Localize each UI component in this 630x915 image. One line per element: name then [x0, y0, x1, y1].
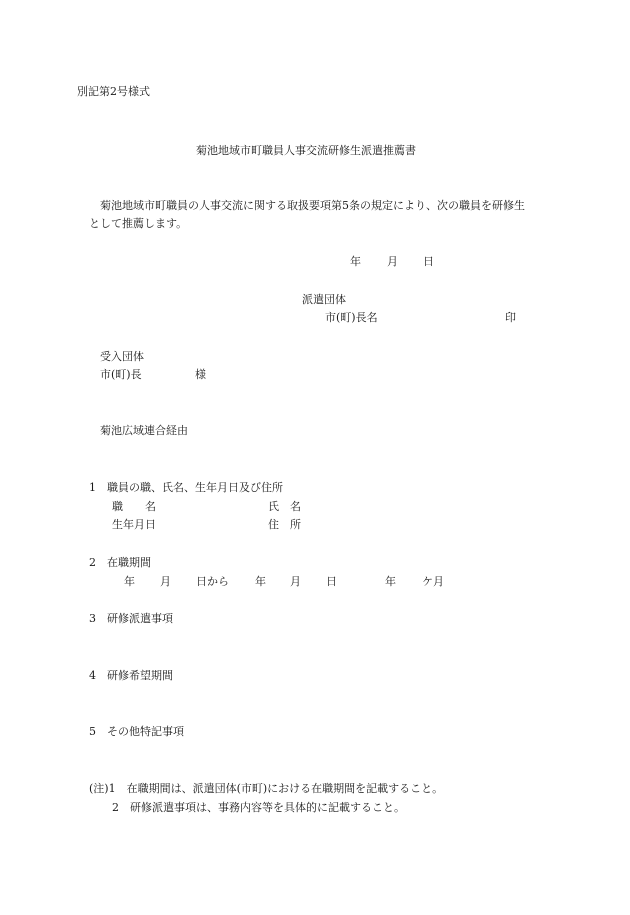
sender-org: 派遣団体: [302, 293, 346, 306]
item-2-heading: 2 在職期間: [89, 556, 151, 569]
body-text-line-2: として推薦します。: [89, 217, 188, 230]
item-4-heading: 4 研修希望期間: [89, 669, 173, 682]
period-from-month: 月: [160, 575, 171, 588]
birthdate-label: 生年月日: [112, 518, 156, 531]
period-from-year: 年: [124, 575, 135, 588]
date-year: 年: [350, 255, 361, 268]
address-label: 住 所: [268, 518, 301, 531]
seal-mark: 印: [505, 311, 516, 324]
date-day: 日: [423, 255, 434, 268]
position-label: 職 名: [112, 500, 156, 513]
duration-year: 年: [385, 575, 396, 588]
period-to-month: 月: [290, 575, 301, 588]
via-union: 菊池広域連合経由: [100, 424, 188, 437]
duration-month: ケ月: [422, 575, 444, 588]
date-month: 月: [387, 255, 398, 268]
period-to-day: 日: [326, 575, 337, 588]
item-3-heading: 3 研修派遣事項: [89, 612, 173, 625]
body-text-line-1: 菊池地域市町職員の人事交流に関する取扱要項第5条の規定により、次の職員を研修生: [100, 199, 525, 212]
item-5-heading: 5 その他特記事項: [89, 725, 184, 738]
note-2: 2 研修派遣事項は、事務内容等を具体的に記載すること。: [112, 801, 405, 814]
name-label: 氏 名: [268, 500, 301, 513]
sender-mayor-name: 市(町)長名: [325, 311, 378, 324]
note-1: (注)1 在職期間は、派遣団体(市町)における在職期間を記載すること。: [89, 782, 444, 795]
item-1-heading: 1 職員の職、氏名、生年月日及び住所: [89, 481, 283, 494]
period-to-year: 年: [255, 575, 266, 588]
recipient-mayor: 市(町)長: [100, 368, 142, 381]
period-from-day: 日から: [196, 575, 229, 588]
document-title: 菊池地域市町職員人事交流研修生派遣推薦書: [196, 144, 416, 157]
recipient-honorific: 様: [195, 368, 206, 381]
recipient-org: 受入団体: [100, 350, 144, 363]
form-label: 別記第2号様式: [77, 85, 150, 98]
